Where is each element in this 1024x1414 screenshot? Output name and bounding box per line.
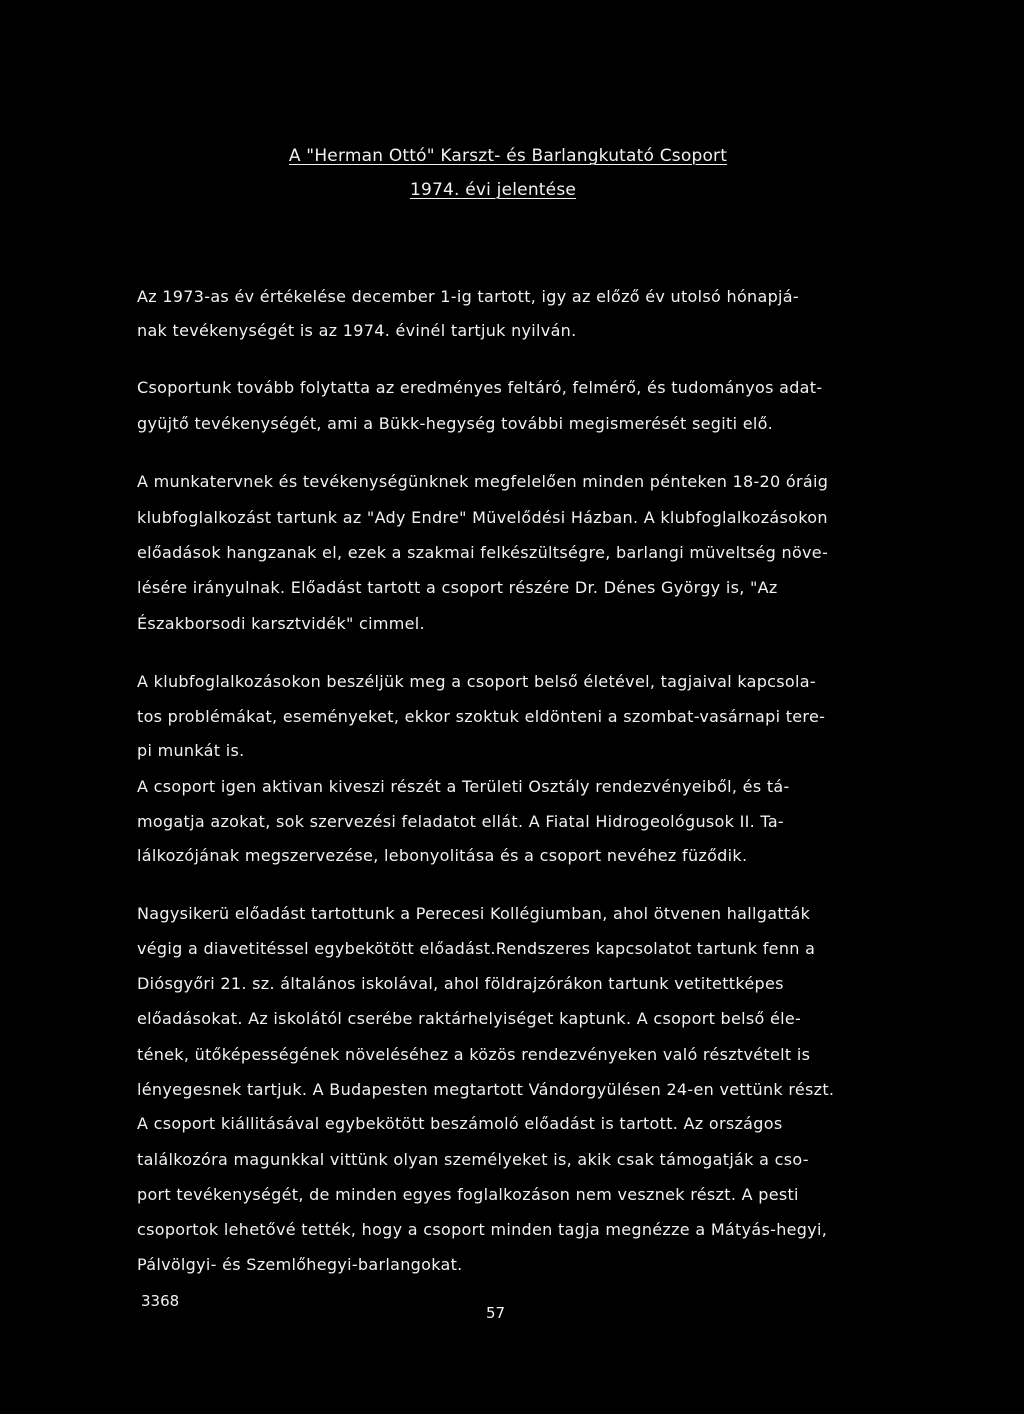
text-line: előadások hangzanak el, ezek a szakmai felkészültségre, barlangi müveltség növe- xyxy=(137,543,829,562)
text-line: előadásokat. Az iskolától cserébe raktárhelyiséget kaptunk. A csoport belső éle- xyxy=(137,1009,802,1028)
document-title: A "Herman Ottó" Karszt- és Barlangkutató Csoport xyxy=(288,146,728,166)
text-line: tos problémákat, eseményeket, ekkor szoktuk eldönteni a szombat-vasárnapi tere- xyxy=(137,707,826,726)
text-line: lényegesnek tartjuk. A Budapesten megtartott Vándorgyülésen 24-en vettünk részt. xyxy=(137,1080,835,1099)
text-line: Diósgyőri 21. sz. általános iskolával, ahol földrajzórákon tartunk vetitettképes xyxy=(137,974,784,993)
text-line: mogatja azokat, sok szervezési feladatot ellát. A Fiatal Hidrogeológusok II. Ta- xyxy=(137,812,785,831)
text-line: végig a diavetitéssel egybekötött előadást.Rendszeres kapcsolatot tartunk fenn a xyxy=(137,939,816,958)
text-line: csoportok lehetővé tették, hogy a csoport minden tagja megnézze a Mátyás-hegyi, xyxy=(137,1220,828,1239)
archive-number: 3368 xyxy=(141,1292,180,1310)
text-line: Csoportunk tovább folytatta az eredményes feltáró, felmérő, és tudományos adat- xyxy=(137,378,823,397)
text-line: gyüjtő tevékenységét, ami a Bükk-hegység további megismerését segiti elő. xyxy=(137,414,774,433)
text-line: pi munkát is. xyxy=(137,741,245,760)
text-line: Északborsodi karsztvidék" cimmel. xyxy=(137,614,425,633)
text-line: Az 1973-as év értékelése december 1-ig tartott, igy az előző év utolsó hónapjá- xyxy=(137,287,799,306)
text-line: Pálvölgyi- és Szemlőhegyi-barlangokat. xyxy=(137,1255,463,1274)
text-line: A csoport igen aktivan kiveszi részét a Területi Osztály rendezvényeiből, és tá- xyxy=(137,777,790,796)
text-line: tének, ütőképességének növeléséhez a közös rendezvényeken való résztvételt is xyxy=(137,1045,811,1064)
text-line: nak tevékenységét is az 1974. évinél tartjuk nyilván. xyxy=(137,321,577,340)
text-line: A klubfoglalkozásokon beszéljük meg a csoport belső életével, tagjaival kapcsola- xyxy=(137,672,816,691)
page-number: 57 xyxy=(486,1304,506,1322)
text-line: találkozóra magunkkal vittünk olyan személyeket is, akik csak támogatják a cso- xyxy=(137,1150,809,1169)
text-line: A munkatervnek és tevékenységünknek megfelelően minden pénteken 18-20 óráig xyxy=(137,472,829,491)
text-line: klubfoglalkozást tartunk az "Ady Endre" Müvelődési Házban. A klubfoglalkozásokon xyxy=(137,508,828,527)
text-line: A csoport kiállitásával egybekötött beszámoló előadást is tartott. Az országos xyxy=(137,1114,783,1133)
text-line: lálkozójának megszervezése, lebonyolitása és a csoport nevéhez füződik. xyxy=(137,846,748,865)
document-subtitle: 1974. évi jelentése xyxy=(409,180,577,200)
text-line: lésére irányulnak. Előadást tartott a csoport részére Dr. Dénes György is, "Az xyxy=(137,578,778,597)
text-line: Nagysikerü előadást tartottunk a Perecesi Kollégiumban, ahol ötvenen hallgatták xyxy=(137,904,811,923)
text-line: port tevékenységét, de minden egyes foglalkozáson nem vesznek részt. A pesti xyxy=(137,1185,799,1204)
